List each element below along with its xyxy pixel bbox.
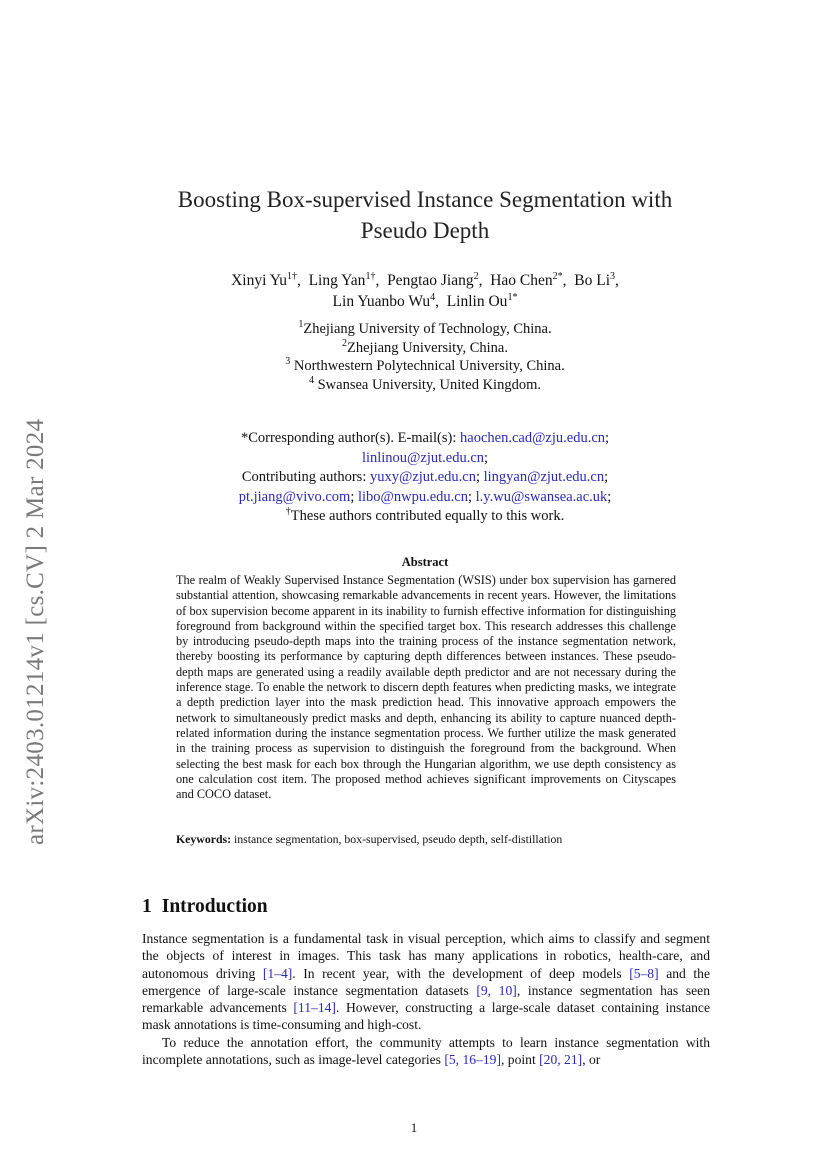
paragraph xyxy=(142,930,710,1034)
email-link[interactable]: linlinou@zjut.edu.cn xyxy=(361,449,485,466)
affiliation xyxy=(140,339,710,358)
paper-title xyxy=(140,184,710,246)
affiliation-sup: 4 xyxy=(308,374,314,386)
citation-link[interactable]: [5, 16–19] xyxy=(444,1052,501,1068)
text-run: To reduce the annotation effort, the community attempts to learn instance segmentation with incomplete annotations, such as image-level categories xyxy=(142,1034,710,1068)
text-run: , or xyxy=(582,1052,601,1068)
introduction-body xyxy=(142,930,710,1068)
text-run: , instance segmentation has seen remarkable advancements xyxy=(142,982,710,1016)
email-link[interactable]: haochen.cad@zju.edu.cn xyxy=(460,430,606,446)
equal-contribution-sup: † xyxy=(285,506,291,518)
citation-link[interactable]: [1–4] xyxy=(262,965,293,981)
citation-link[interactable]: [5–8] xyxy=(629,965,659,981)
author-sup: 1† xyxy=(365,270,376,282)
keywords xyxy=(176,832,676,847)
keywords-label: Keywords: xyxy=(176,832,232,846)
section-number: 1 xyxy=(142,896,152,917)
author-name: Pengtao Jiang xyxy=(387,272,474,289)
corresponding-label: *Corresponding author(s). E-mail(s): xyxy=(240,430,461,446)
author-sup: 4 xyxy=(430,291,436,303)
text-run: . In recent year, with the development of deep models xyxy=(292,965,630,981)
affiliation-sup: 3 xyxy=(285,356,291,368)
author-name: Xinyi Yu xyxy=(231,272,287,289)
author-sup: 1† xyxy=(286,270,297,282)
affiliation-text: Zhejiang University, China. xyxy=(347,339,508,356)
affiliation-text: Northwestern Polytechnical University, China. xyxy=(290,358,565,374)
author-name: Lin Yuanbo Wu xyxy=(332,293,431,310)
author-sup: 1* xyxy=(507,291,518,303)
affiliation-text: Swansea University, United Kingdom. xyxy=(313,376,541,393)
text-run: and the emergence of large-scale instance segmentation datasets xyxy=(142,965,710,998)
equal-contribution-note: These authors contributed equally to this work. xyxy=(290,508,565,524)
citation-link[interactable]: [20, 21] xyxy=(539,1052,583,1068)
email-link[interactable]: lingyan@zjut.edu.cn xyxy=(483,469,605,485)
author-sup: 2 xyxy=(473,270,479,282)
contact-block: *Corresponding author(s). E-mail(s): haochen.cad@zju.edu.cn; linlinou@zjut.edu.cn; Contributing authors: yuxy@zjut.edu.cn; lingyan@zjut.edu.cn; pt.jiang@vivo.com; libo@nwpu.edu.cn; l.y.wu@swansea.ac.uk; †These authors contributed equally to this work. xyxy=(238,430,612,524)
contributing-label: Contributing authors: xyxy=(241,469,370,485)
text-run: , point xyxy=(501,1052,540,1068)
author-name: Linlin Ou xyxy=(446,293,508,310)
author-sup: 3 xyxy=(610,270,616,282)
affiliation-list xyxy=(140,320,710,394)
section-heading xyxy=(142,896,278,918)
email-link[interactable]: libo@nwpu.edu.cn xyxy=(357,488,468,505)
text-run: Instance segmentation is a fundamental task in visual perception, which aims to classify and segment the objects of interest in images. This task has many applications in robotics, health-care, and autonomous driving xyxy=(142,931,710,981)
affiliation xyxy=(140,357,710,376)
affiliation-sup: 2 xyxy=(342,337,348,349)
email-link[interactable]: l.y.wu@swansea.ac.uk xyxy=(475,488,608,505)
affiliation-text: Zhejiang University of Technology, China. xyxy=(303,321,552,337)
keywords-text: instance segmentation, box-supervised, pseudo depth, self-distillation xyxy=(231,832,563,846)
section-title: Introduction xyxy=(161,896,268,917)
abstract-heading: Abstract xyxy=(401,555,449,569)
author-list: Xinyi $Yu^{1\dagger}$, Ling Yan$^{1\dagger}$, Pengtao Jiang$^2$, Hao Chen$^{2*}$, Bo Li$^3$, Lin Yuanbo Wu$^4$, Linlin $Ou^{1*}$ xyxy=(231,270,619,310)
author-sup: 2* xyxy=(552,270,563,282)
author-name: Ling Yan xyxy=(308,272,366,289)
affiliation xyxy=(140,376,710,395)
paragraph xyxy=(142,1034,710,1069)
email-link[interactable]: pt.jiang@vivo.com xyxy=(238,488,351,505)
abstract-text: The realm of Weakly Supervised Instance Segmentation (WSIS) under box supervision has garnered substantial attention, showcasing remarkable advancements in recent years. However, the limitations of box supervision become apparent in its inability to furnish effective information for distinguishing foreground from background within the specified target box. This research addresses this challenge by introducing pseudo-depth maps into the training process of the instance segmentation network, thereby boosting its performance by capturing depth differences between instances. These pseudo-depth maps are generated using a readily available depth predictor and are not necessary during the inference stage. To enable the network to discern depth features when predicting masks, we integrate a depth prediction layer into the mask prediction head. This innovative approach empowers the network to simultaneously predict masks and depth, enhancing its ability to capture nuanced depth-related information during the instance segmentation process. We further utilize the mask generated in the training process as supervision to distinguish the foreground from the background. When selecting the best mask for each box through the Hungarian algorithm, we use depth consistency as one calculation cost item. The proposed method achieves significant improvements on Cityscapes and COCO dataset. xyxy=(176,573,676,802)
citation-link[interactable]: [11–14] xyxy=(293,1000,336,1016)
title-line: Pseudo Depth xyxy=(360,218,490,243)
author-name: Hao Chen xyxy=(490,272,553,289)
page-number: 1 xyxy=(410,1120,418,1135)
email-link[interactable]: yuxy@zjut.edu.cn xyxy=(369,469,476,485)
affiliation xyxy=(140,320,710,339)
affiliation-sup: 1 xyxy=(298,319,304,331)
text-run: . However, constructing a large-scale dataset containing instance mask annotations is time-consuming and high-cost. xyxy=(142,1000,710,1033)
citation-link[interactable]: [9, 10] xyxy=(476,982,517,998)
arxiv-identifier: arXiv:2403.01214v1 [cs.CV] 2 Mar 2024 xyxy=(22,418,49,845)
author-name: Bo Li xyxy=(574,272,611,289)
title-line: Boosting Box-supervised Instance Segmentation with xyxy=(177,187,673,212)
